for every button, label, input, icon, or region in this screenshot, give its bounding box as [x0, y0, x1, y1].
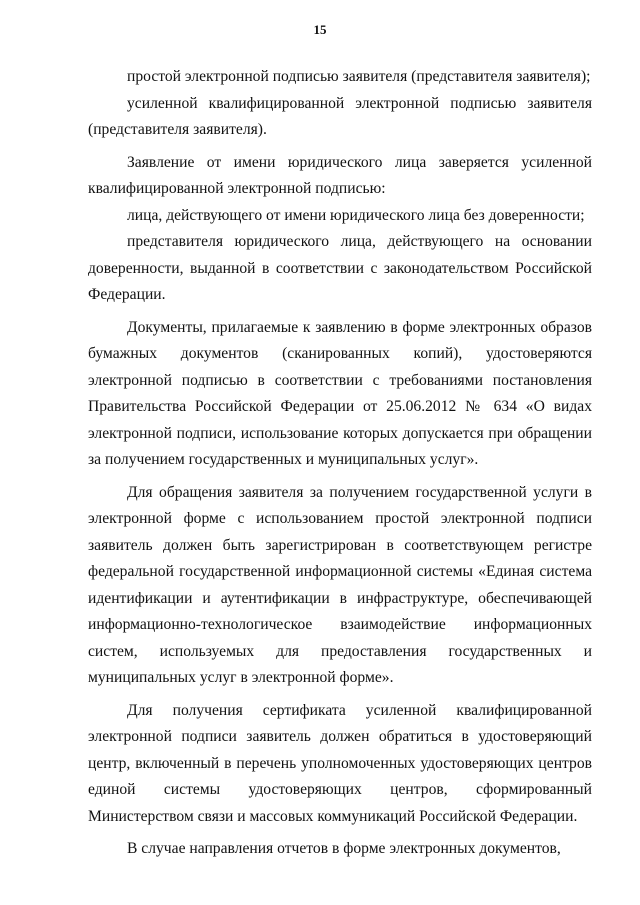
document-body — [88, 64, 592, 863]
paragraph-simple-signature: простой электронной подписью заявителя (представителя заявителя); — [127, 68, 591, 85]
paragraph-person-without-power-of-attorney: лица, действующего от имени юридического лица без доверенности; — [127, 206, 585, 224]
paragraph-attached-documents: Документы, прилагаемые к заявлению в форме электронных образов бумажных документов (сканированных копий), удостоверяются электронной подписью в соответствии с требованиями постановления Правительства Российской Федерации от 25.06.2012 № 634 «О видах электронной подписи, использование которых допускается при обращении за получением государственных и муниципальных услуг». — [88, 318, 592, 468]
paragraph-electronic-reports: В случае направления отчетов в форме электронных документов, — [127, 840, 561, 857]
paragraph-legal-entity-statement: Заявление от имени юридического лица заверяется усиленной квалифицированной электронной подписью: — [88, 153, 592, 197]
paragraph-qualified-signature: усиленной квалифицированной электронной подписью заявителя (представителя заявителя). — [88, 94, 592, 138]
paragraph-certificate-issuance: Для получения сертификата усиленной квалифицированной электронной подписи заявитель должен обратиться в удостоверяющий центр, включенный в перечень уполномоченных удостоверяющих центров единой системы удостоверяющих центров, сформированный Министерством связи и массовых коммуникаций Российской Федерации. — [88, 701, 592, 825]
paragraph-esia-registration: Для обращения заявителя за получением государственной услуги в электронной форме с использованием простой электронной подписи заявитель должен быть зарегистрирован в соответствующем регистре федеральной государственной информационной системы «Единая система идентификации и аутентификации в инфраструктуре, обеспечивающей информационно-технологическое взаимодействие информационных систем, используемых для предоставления государственных и муниципальных услуг в электронной форме». — [88, 483, 592, 686]
paragraph-representative-with-power-of-attorney: представителя юридического лица, действующего на основании доверенности, выданной в соответствии с законодательством Российской Федерации. — [88, 233, 592, 303]
page-number: 15 — [313, 22, 327, 37]
